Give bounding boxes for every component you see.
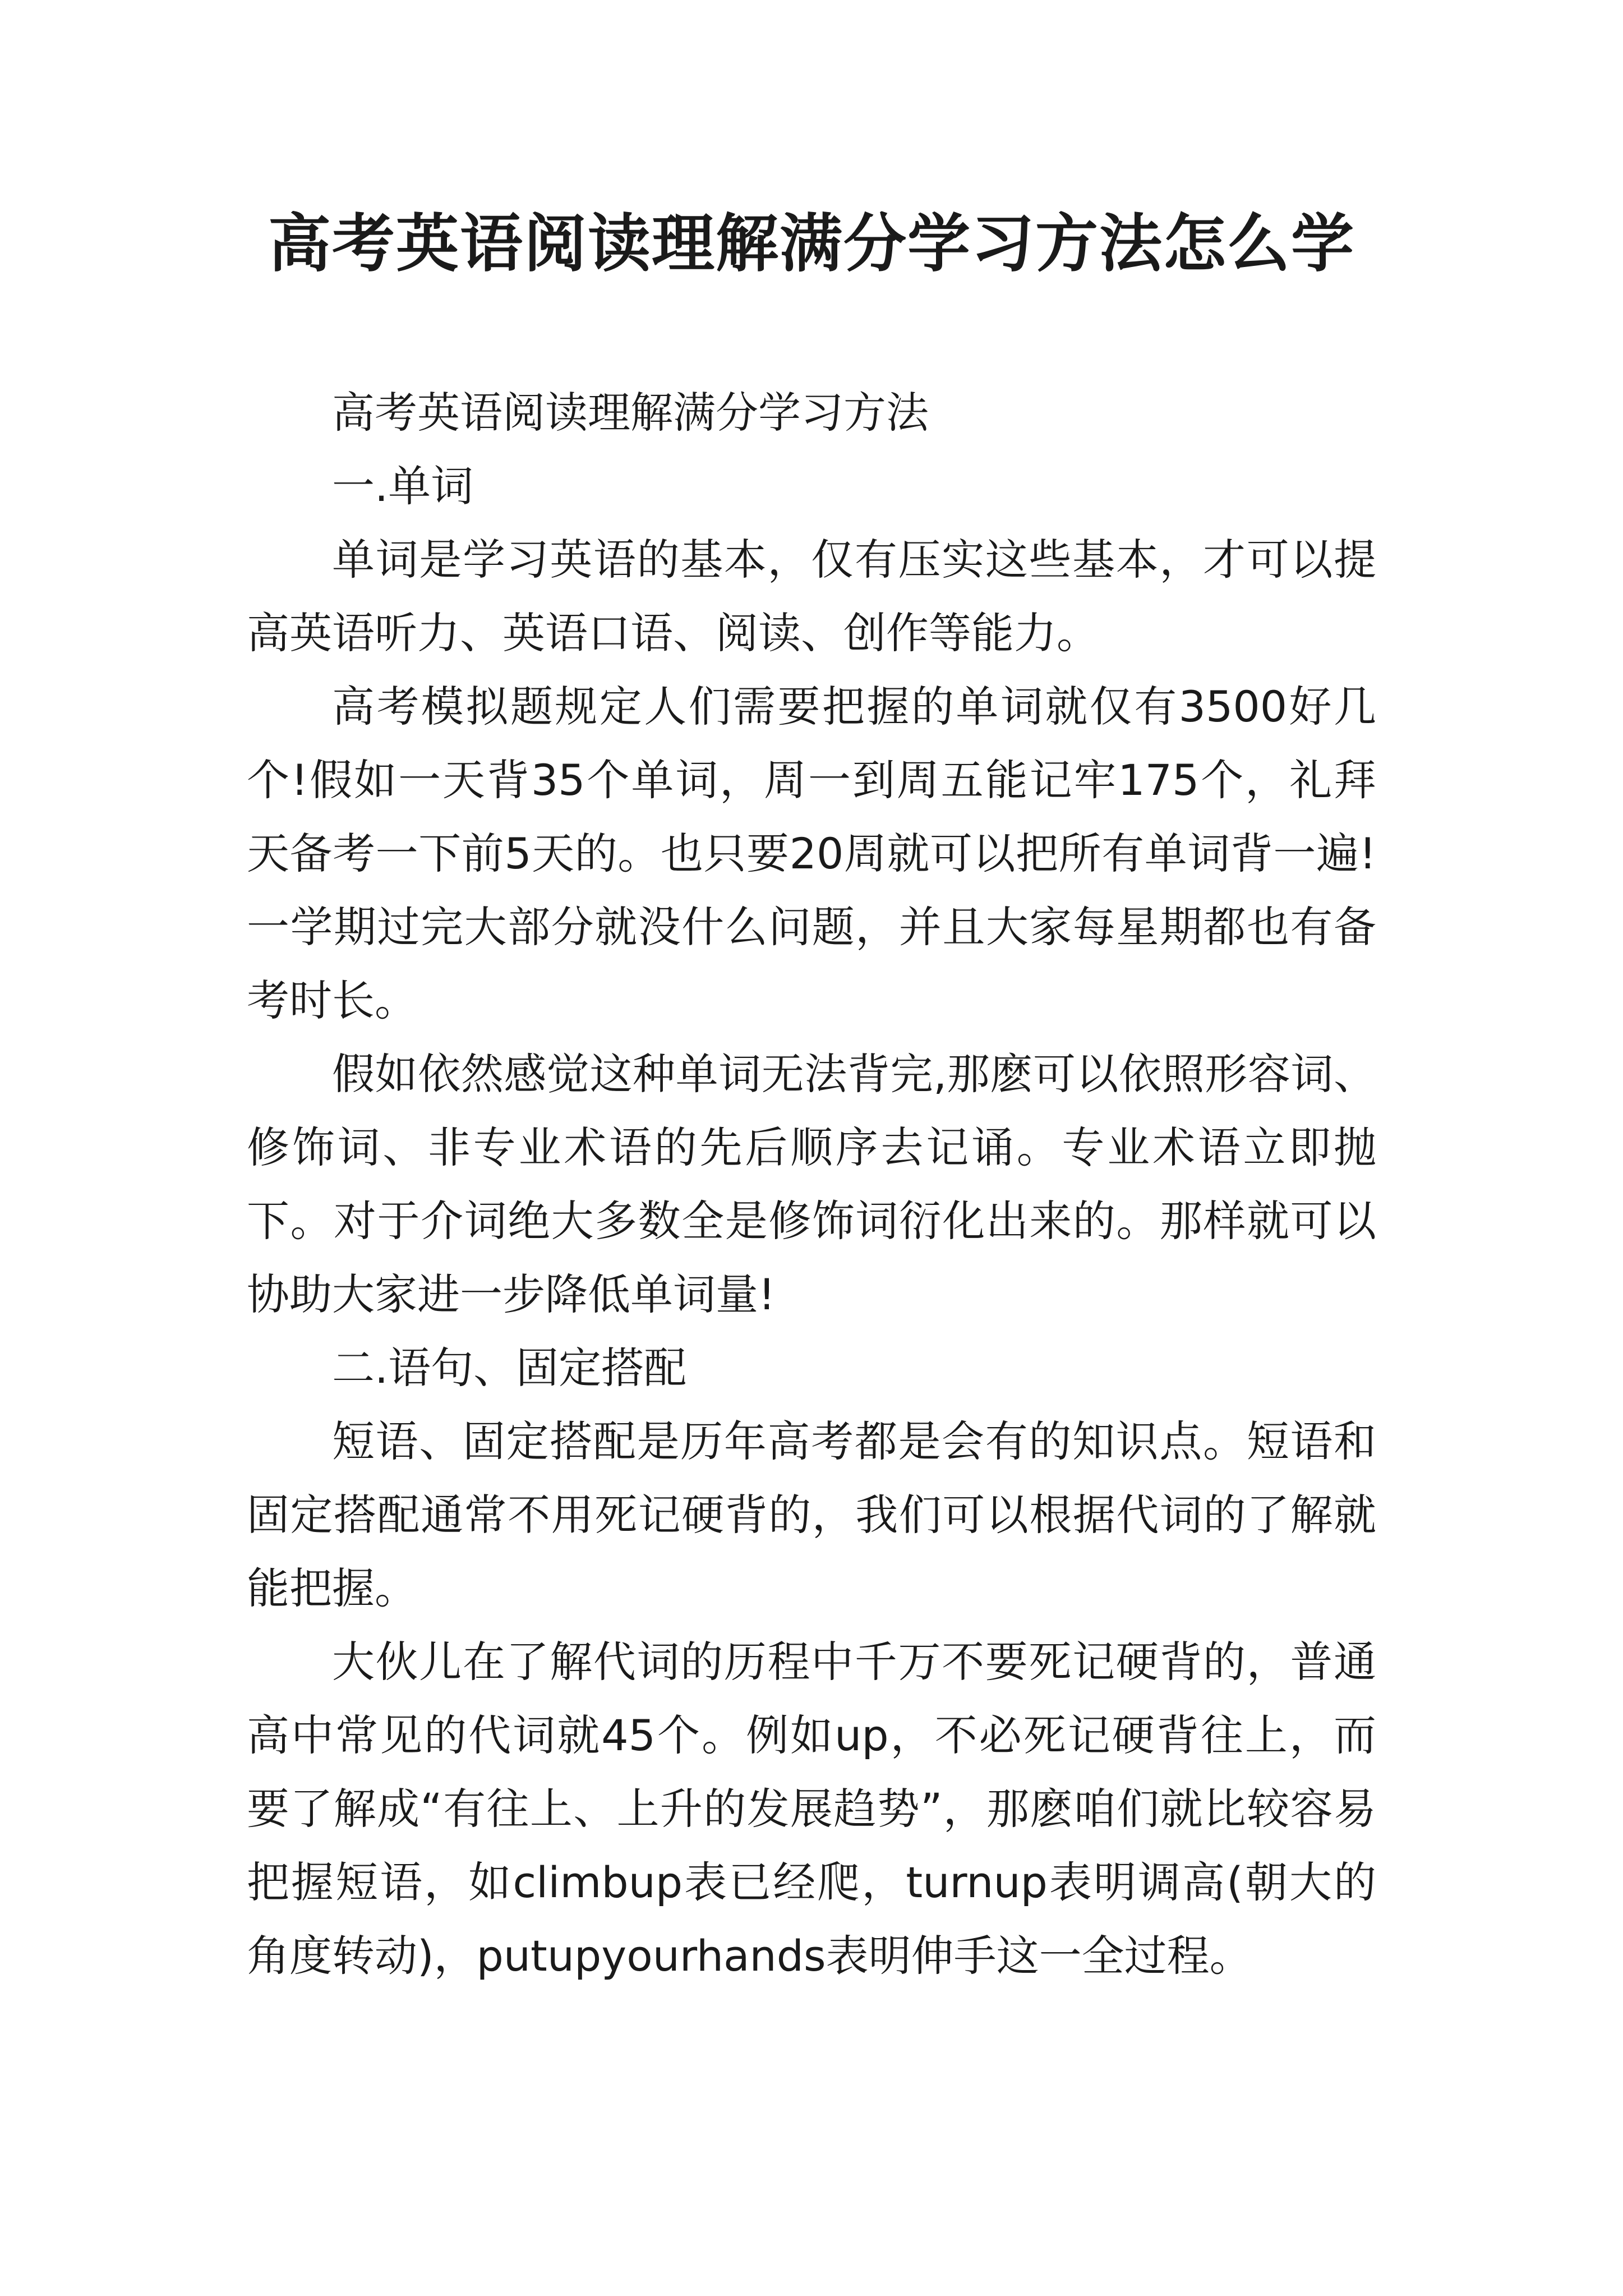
body-paragraph: 大伙儿在了解代词的历程中千万不要死记硬背的，普通高中常见的代词就45个。例如up，不必死记硬背往上，而要了解成“有往上、上升的发展趋势”，那麽咱们就比较容易把握短语，如climbup表已经爬，turnup表明调高(朝大的角度转动)，putupyourhands表明伸手这一全过程。 <box>247 1637 1376 1981</box>
section-heading: 高考英语阅读理解满分学习方法 <box>332 388 929 438</box>
body-paragraph: 高考模拟题规定人们需要把握的单词就仅有3500好几个!假如一天背35个单词，周一到周五能记牢175个，礼拜天备考一下前5天的。也只要20周就可以把所有单词背一遍!一学期过完大部分就没什么问题，并且大家每星期都也有备考时长。 <box>247 682 1376 1025</box>
body-paragraph: 短语、固定搭配是历年高考都是会有的知识点。短语和固定搭配通常不用死记硬背的，我们可以根据代词的了解就能把握。 <box>247 1416 1376 1613</box>
subsection-heading: 一.单词 <box>332 461 474 511</box>
body-paragraph: 假如依然感觉这种单词无法背完,那麽可以依照形容词、修饰词、非专业术语的先后顺序去记诵。专业术语立即抛下。对于介词绝大多数全是修饰词衍化出来的。那样就可以协助大家进一步降低单词量! <box>247 1049 1376 1319</box>
document-body <box>247 376 1376 1993</box>
body-paragraph: 单词是学习英语的基本，仅有压实这些基本，才可以提高英语听力、英语口语、阅读、创作等能力。 <box>247 535 1376 658</box>
subsection-heading: 二.语句、固定搭配 <box>332 1343 687 1393</box>
document-title: 高考英语阅读理解满分学习方法怎么学 <box>268 207 1355 280</box>
